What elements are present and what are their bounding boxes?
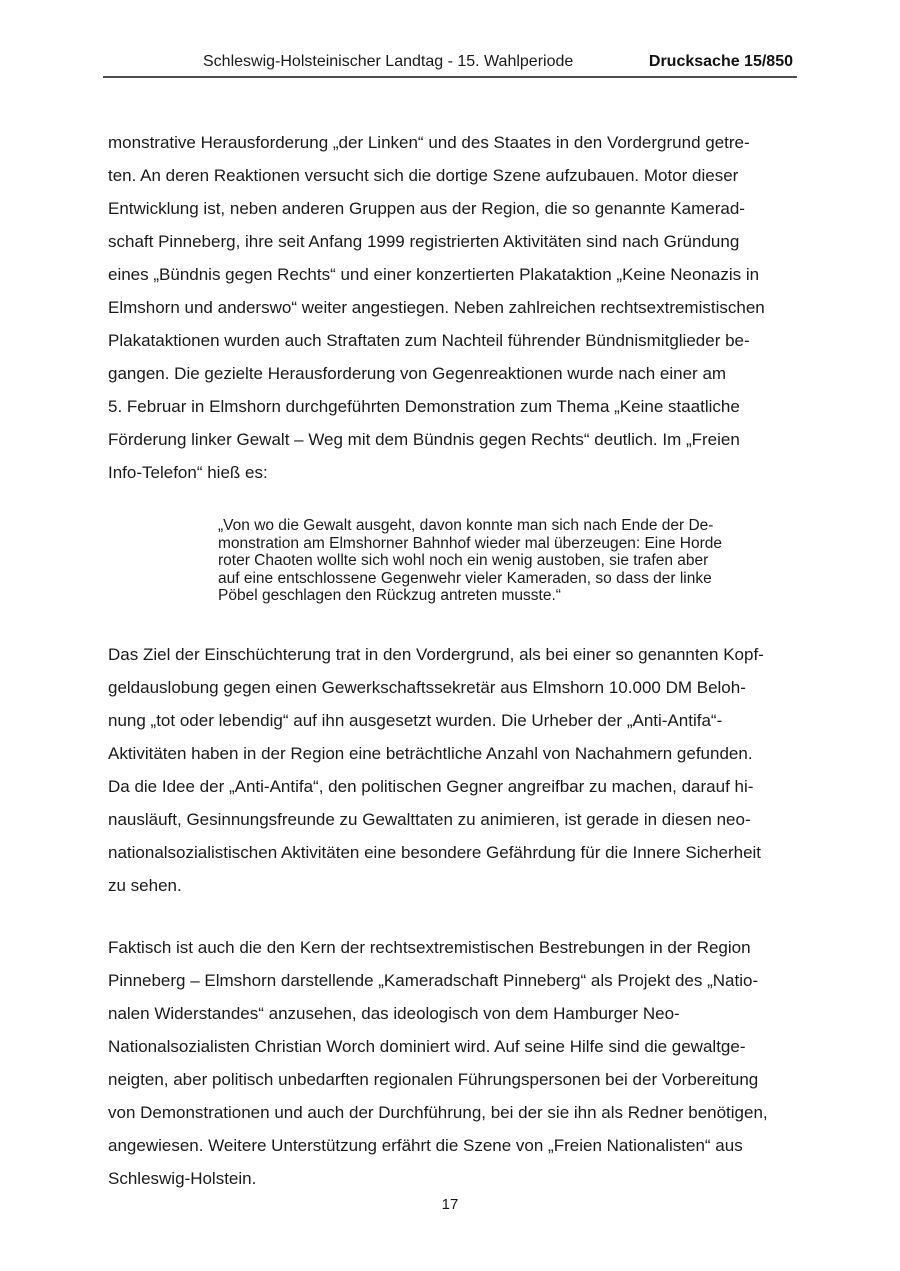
text-line: gangen. Die gezielte Herausforderung von Gegenreaktionen wurde nach einer am (108, 364, 727, 383)
text-line: nung „tot oder lebendig“ auf ihn ausgesetzt wurden. Die Urheber der „Anti-Antifa“- (108, 710, 723, 730)
text-line: neigten, aber politisch unbedarften regionalen Führungspersonen bei der Vorbereitung (108, 1069, 759, 1089)
page-number: 17 (441, 1196, 459, 1213)
quote-line: auf eine entschlossene Gegenwehr vieler Kameraden, so dass der linke (218, 569, 712, 587)
paragraph-1 (108, 126, 800, 489)
paragraph-2 (108, 638, 800, 902)
text-line: Pinneberg – Elmshorn darstellende „Kameradschaft Pinneberg“ als Projekt des „Natio- (108, 970, 759, 990)
text-line: 5. Februar in Elmshorn durchgeführten Demonstration zum Thema „Keine staatliche (108, 397, 740, 416)
block-quote (218, 517, 780, 605)
text-line: nausläuft, Gesinnungsfreunde zu Gewalttaten zu animieren, ist gerade in diesen neo- (108, 809, 751, 829)
text-line: Entwicklung ist, neben anderen Gruppen aus der Region, die so genannte Kamerad- (108, 199, 745, 218)
text-line: geldauslobung gegen einen Gewerkschaftssekretär aus Elmshorn 10.000 DM Beloh- (108, 677, 746, 697)
text-line: schaft Pinneberg, ihre seit Anfang 1999 registrierten Aktivitäten sind nach Gründung (108, 232, 740, 251)
text-line: eines „Bündnis gegen Rechts“ und einer konzertierten Plakataktion „Keine Neonazis in (108, 265, 760, 284)
document-body (108, 126, 800, 1195)
text-line: Plakataktionen wurden auch Straftaten zum Nachteil führender Bündnismitglieder be- (108, 331, 750, 350)
text-line: Info-Telefon“ hieß es: (108, 463, 268, 482)
text-line: zu sehen. (108, 875, 182, 895)
paragraph-3 (108, 931, 800, 1195)
text-line: Nationalsozialisten Christian Worch dominiert wird. Auf seine Hilfe sind die gewaltge- (108, 1036, 746, 1056)
page-header (0, 0, 900, 72)
text-line: Faktisch ist auch die den Kern der rechtsextremistischen Bestrebungen in der Region (108, 937, 751, 957)
quote-line: roter Chaoten wollte sich wohl noch ein wenig austoben, sie trafen aber (218, 552, 709, 569)
text-line: nationalsozialistischen Aktivitäten eine besondere Gefährdung für die Innere Sicherheit (108, 842, 762, 862)
text-line: Elmshorn und anderswo“ weiter angestiegen. Neben zahlreichen rechtsextremistischen (108, 298, 765, 317)
text-line: monstrative Herausforderung „der Linken“ und des Staates in den Vordergrund getre- (108, 133, 750, 152)
quote-line: „Von wo die Gewalt ausgeht, davon konnte man sich nach Ende der De- (218, 517, 714, 534)
header-rule (103, 76, 797, 78)
text-line: angewiesen. Weitere Unterstützung erfährt die Szene von „Freien Nationalisten“ aus (108, 1135, 743, 1155)
text-line: Das Ziel der Einschüchterung trat in den Vordergrund, als bei einer so genannten Kopf- (108, 644, 764, 664)
text-line: ten. An deren Reaktionen versucht sich die dortige Szene aufzubauen. Motor dieser (108, 166, 739, 185)
text-line: von Demonstrationen und auch der Durchführung, bei der sie ihn als Redner benötigen, (108, 1102, 768, 1122)
text-line: Aktivitäten haben in der Region eine beträchtliche Anzahl von Nachahmern gefunden. (108, 743, 753, 763)
header-title: Schleswig-Holsteinischer Landtag - 15. Wahlperiode (203, 53, 574, 70)
quote-line: Pöbel geschlagen den Rückzug antreten musste.“ (218, 587, 561, 604)
text-line: Schleswig-Holstein. (108, 1168, 257, 1188)
header-doc-number: Drucksache 15/850 (648, 53, 793, 70)
text-line: Da die Idee der „Anti-Antifa“, den politischen Gegner angreifbar zu machen, darauf hi- (108, 776, 754, 796)
quote-line: monstration am Elmshorner Bahnhof wieder mal überzeugen: Eine Horde (218, 534, 723, 552)
text-line: Förderung linker Gewalt – Weg mit dem Bündnis gegen Rechts“ deutlich. Im „Freien (108, 430, 740, 449)
text-line: nalen Widerstandes“ anzusehen, das ideologisch von dem Hamburger Neo- (108, 1003, 680, 1023)
